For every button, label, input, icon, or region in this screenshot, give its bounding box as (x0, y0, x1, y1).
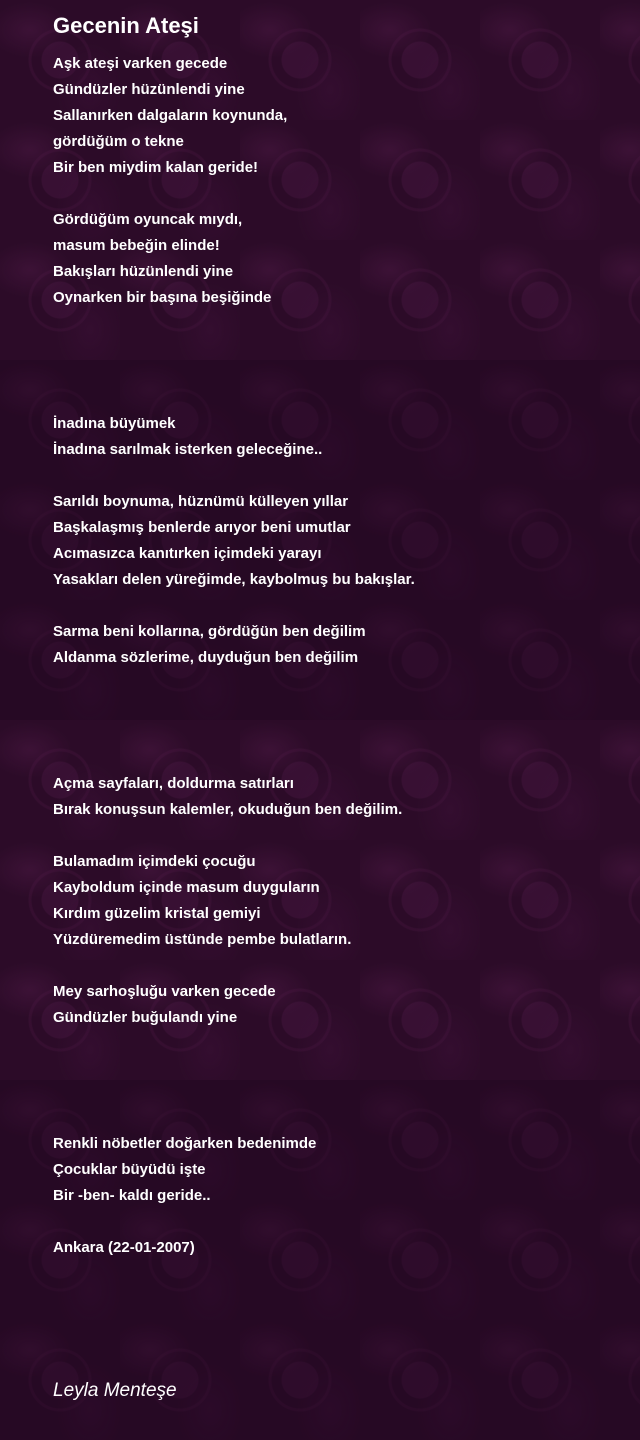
poem-line: Bir -ben- kaldı geride.. (53, 1187, 211, 1204)
poem-date-line: Ankara (22-01-2007) (53, 1239, 195, 1256)
stanza-5 (53, 619, 366, 671)
stanza-6 (53, 771, 402, 823)
poem-line: masum bebeğin elinde! (53, 237, 220, 254)
stanza-9 (53, 1131, 316, 1209)
poem-line: Bakışları hüzünlendi yine (53, 263, 234, 280)
stanza-10-date (53, 1235, 195, 1261)
poem-line: Aşk ateşi varken gecede (53, 55, 228, 72)
poem-line: Gündüzler hüzünlendi yine (53, 81, 245, 98)
poem-line: Başkalaşmış benlerde arıyor beni umutlar (53, 519, 351, 536)
stanza-8 (53, 979, 276, 1031)
poem-line: Sarıldı boynuma, hüznümü külleyen yıllar (53, 493, 349, 510)
poem-line: Gördüğüm oyuncak mıydı, (53, 211, 243, 228)
poem-line: gördüğüm o tekne (53, 133, 184, 150)
poem-line: Sarma beni kollarına, gördüğün ben değilim (53, 623, 366, 640)
poem-line: Gündüzler buğulandı yine (53, 1009, 238, 1026)
stanza-7 (53, 849, 351, 953)
poem-line: Yasakları delen yüreğimde, kaybolmuş bu bakışlar. (53, 571, 415, 588)
poem-line: İnadına büyümek (53, 415, 176, 432)
poem-line: Bir ben miydim kalan geride! (53, 159, 259, 176)
stanza-4 (53, 489, 415, 593)
poem-line: Bırak konuşsun kalemler, okuduğun ben değilim. (53, 801, 403, 818)
poem-line: Açma sayfaları, doldurma satırları (53, 775, 294, 792)
poem-line: Oynarken bir başına beşiğinde (53, 289, 272, 306)
poem-line: Mey sarhoşluğu varken gecede (53, 983, 276, 1000)
poem-line: Kırdım güzelim kristal gemiyi (53, 905, 261, 922)
poem-author: Leyla Menteşe (53, 1380, 177, 1401)
poem-line: Bulamadım içimdeki çocuğu (53, 853, 256, 870)
poem-line: Kayboldum içinde masum duyguların (53, 879, 320, 896)
poem-line: Acımasızca kanıtırken içimdeki yarayı (53, 545, 322, 562)
poem-line: Renkli nöbetler doğarken bedenimde (53, 1135, 317, 1152)
stanza-2 (53, 207, 271, 311)
poem-title: Gecenin Ateşi (53, 13, 199, 38)
poem-line: Yüzdüremedim üstünde pembe bulatların. (53, 931, 352, 948)
poem-line: Aldanma sözlerime, duyduğun ben değilim (53, 649, 359, 666)
stanza-1 (53, 51, 287, 181)
poem-line: İnadına sarılmak isterken geleceğine.. (53, 441, 323, 458)
stanza-3 (53, 411, 322, 463)
poem-line: Çocuklar büyüdü işte (53, 1161, 206, 1178)
poem-line: Sallanırken dalgaların koynunda, (53, 107, 288, 124)
